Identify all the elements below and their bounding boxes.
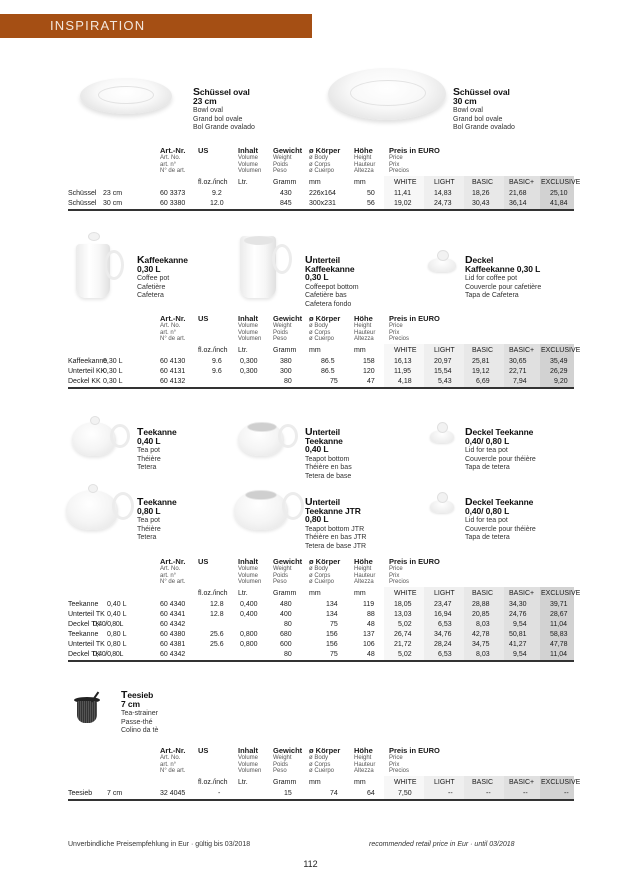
section-title: INSPIRATION [50,18,146,33]
desc-fr: Cafetière bas [305,292,347,299]
col-inhalt: Inhalt Volume Volume Volumen [238,746,262,775]
col-gewicht: Gewicht Weight Poids Peso [273,314,303,343]
col-gewicht: Gewicht Weight Poids Peso [273,146,303,175]
desc-fr: Grand bol ovale [193,115,243,123]
col-us: US [198,557,209,566]
col-preis: Preis in EURO Price Prix Precios [389,314,440,343]
desc-es: Tetera [137,534,157,541]
desc-fr: Théière en bas [305,464,352,471]
desc-fr: Théière [137,455,161,463]
table-rule [68,660,574,662]
desc-es: Bol Grande ovalado [453,124,515,131]
table-rule [68,799,574,801]
col-koerper: ø Körper ø Body ø Corps ø Cuerpo [309,746,341,775]
table-row: Teekanne 0,40 L 60 4340 12.8 0,400 480 134 119 18,05 23,47 28,88 34,30 39,71 [68,601,568,608]
footer-note-de: Unverbindliche Preisempfehlung in Eur · gültig bis 03/2018 [68,841,251,848]
col-preis: Preis in EURO Price Prix Precios [389,146,440,175]
desc-es: Cafetera fondo [305,300,352,308]
product-title: Deckel Kaffeekanne 0,30 L [465,254,541,274]
product-title: Schüssel oval 23 cm [193,86,250,106]
desc-en: Coffeepot bottom [305,283,359,291]
col-gewicht: Gewicht Weight Poids Peso [273,557,303,586]
desc-fr: Couvercle pour théière [465,525,536,533]
col-art: Art.-Nr. Art. No. art. n° N° de art. [160,314,186,343]
desc-es: Colino da tè [121,727,159,734]
product-title: Deckel Teekanne 0,40/ 0,80 L [465,426,534,446]
desc-en: Lid for tea pot [465,447,508,454]
table-row: Schüssel 30 cm 60 3380 12.0 845 300x231 56 19,02 24,73 30,43 36,14 41,84 [68,200,568,207]
desc-es: Tetera de base [305,472,352,480]
product-title: Kaffeekanne 0,30 L [137,254,188,274]
col-inhalt: Inhalt Volume Volume Volumen [238,146,262,175]
coffee-pot-bottom-image [240,236,276,298]
desc-fr: Couvercle pour cafetière [465,283,542,291]
desc-fr: Passe-thé [121,718,153,726]
desc-fr: Couvercle pour théière [465,455,536,463]
col-koerper: ø Körper ø Body ø Corps ø Cuerpo [309,146,341,175]
desc-en: Bowl oval [193,107,223,114]
table-row: Unterteil KK 0,30 L 60 4131 9.6 0,300 300 86.5 120 11,95 15,54 19,12 22,71 26,29 [68,368,568,375]
units-row: fl.oz./inch Ltr. Gramm mm mm WHITE LIGHT BASIC BASIC+ EXCLUSIVE [198,179,581,186]
col-hoehe: Höhe Height Hauteur Altezza [354,146,376,175]
desc-es: Tetera de base JTR [305,542,367,550]
col-preis: Preis in EURO Price Prix Precios [389,557,440,586]
table-row: Unterteil TK 0,40 L 60 4341 12.8 0,400 400 134 88 13,03 16,94 20,85 24,76 28,67 [68,611,568,618]
desc-es: Tetera [137,464,157,471]
desc-en: Lid for tea pot [465,517,508,524]
desc-fr: Grand bol ovale [453,115,503,123]
col-preis: Preis in EURO Price Prix Precios [389,746,440,775]
table-rule [68,387,574,389]
desc-fr: Théière [137,525,161,533]
desc-es: Cafetera [137,292,164,299]
product-title: Unterteil Teekanne 0,40 L [305,426,343,454]
product-title: Deckel Teekanne 0,40/ 0,80 L [465,496,534,516]
col-inhalt: Inhalt Volume Volume Volumen [238,314,262,343]
table-row: Deckel TK 0,40/0,80L 60 4342 80 75 48 5,02 6,53 8,03 9,54 11,04 [68,621,567,628]
col-hoehe: Höhe Height Hauteur Altezza [354,314,376,343]
desc-fr: Cafetière [137,283,166,291]
table-row: Deckel TK 0,40/0,80L 60 4342 80 75 48 5,02 6,53 8,03 9,54 11,04 [68,651,567,658]
col-art: Art.-Nr. Art. No. art. n° N° de art. [160,746,186,775]
col-koerper: ø Körper ø Body ø Corps ø Cuerpo [309,557,341,586]
product-title: Teekanne 0,80 L [137,496,177,516]
units-row: fl.oz./inch Ltr. Gramm mm mm WHITE LIGHT BASIC BASIC+ EXCLUSIVE [198,779,581,786]
product-title: Unterteil Kaffeekanne 0,30 L [305,254,355,282]
desc-en: Lid for coffee pot [465,275,518,282]
price-table-bowls [68,146,581,212]
desc-en: Coffee pot [137,275,170,282]
desc-en: Bowl oval [453,107,483,114]
desc-en: Tea pot [137,447,160,454]
table-row: Unterteil TK 0,80 L 60 4381 25.6 0,800 600 156 106 21,72 28,24 34,75 41,27 47,78 [68,641,568,648]
table-row: Kaffeekanne 0,30 L 60 4130 9.6 0,300 380 86.5 158 16,13 20,97 25,81 30,65 35,49 [68,358,568,365]
price-table-strainer [68,746,581,806]
col-hoehe: Höhe Height Hauteur Altezza [354,557,376,586]
product-title: Unterteil Teekanne JTR 0,80 L [305,496,361,524]
footer-note-en: recommended retail price in Eur · until 03/2018 [369,841,515,848]
col-koerper: ø Körper ø Body ø Corps ø Cuerpo [309,314,341,343]
table-row: Schüssel 23 cm 60 3373 9.2 430 226x164 50 11,41 14,83 18,26 21,68 25,10 [68,190,568,197]
desc-fr: Théière en bas JTR [305,534,367,541]
price-table-coffee [68,314,581,390]
product-title: Teesieb 7 cm [121,689,154,709]
section-header-bar [0,14,312,38]
desc-en: Teapot bottom [305,455,350,463]
desc-es: Tapa de tetera [465,534,510,541]
units-row: fl.oz./inch Ltr. Gramm mm mm WHITE LIGHT BASIC BASIC+ EXCLUSIVE [198,590,581,597]
col-us: US [198,146,209,155]
col-gewicht: Gewicht Weight Poids Peso [273,746,303,775]
price-table-tea [68,557,581,663]
product-title: Schüssel oval 30 cm [453,86,510,106]
product-title: Teekanne 0,40 L [137,426,177,446]
desc-en: Tea pot [137,517,160,524]
units-row: fl.oz./inch Ltr. Gramm mm mm WHITE LIGHT BASIC BASIC+ EXCLUSIVE [198,347,581,354]
tea-strainer-image [72,689,112,729]
bowl-image [328,68,446,120]
bowl-image [80,78,172,114]
col-inhalt: Inhalt Volume Volume Volumen [238,557,262,586]
desc-es: Tapa de Cafetera [465,292,519,299]
page-number: 112 [303,859,318,869]
col-us: US [198,314,209,323]
col-us: US [198,746,209,755]
desc-es: Bol Grande ovalado [193,124,255,131]
table-row: Deckel KK 0,30 L 60 4132 80 75 47 4,18 5,43 6,69 7,94 9,20 [68,378,568,385]
table-row: Teekanne 0,80 L 60 4380 25.6 0,800 680 156 137 26,74 34,76 42,78 50,81 58,83 [68,631,568,638]
table-row: Teesieb 7 cm 32 4045 - 15 74 64 7,50 -- -- -- -- [68,790,569,797]
desc-en: Tea-strainer [121,710,158,717]
col-hoehe: Höhe Height Hauteur Altezza [354,746,376,775]
col-art: Art.-Nr. Art. No. art. n° N° de art. [160,146,186,175]
desc-en: Teapot bottom JTR [305,525,365,533]
teapot-image [66,490,118,530]
col-art: Art.-Nr. Art. No. art. n° N° de art. [160,557,186,586]
desc-es: Tapa de tetera [465,464,510,471]
table-rule [68,209,574,211]
